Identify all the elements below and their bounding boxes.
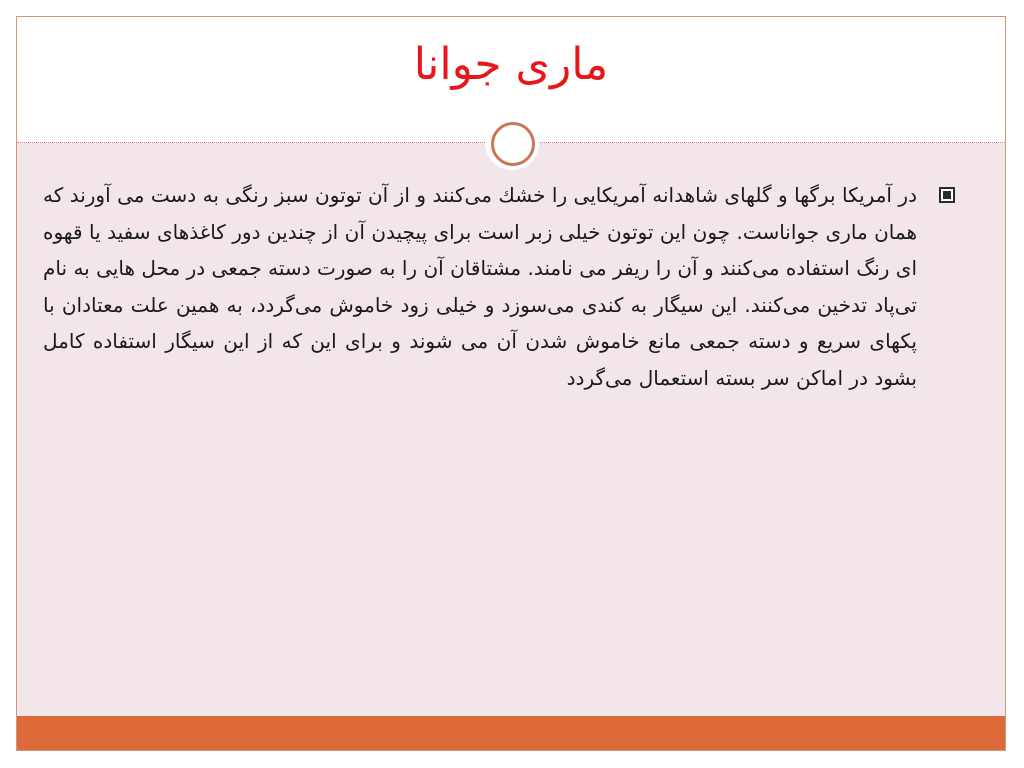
bullet-dot <box>943 191 951 199</box>
square-bullet-icon <box>939 187 955 203</box>
slide <box>16 16 1006 751</box>
footer-accent-bar <box>17 716 1005 750</box>
bullet-paragraph: در آمریکا برگها و گلهای شاهدانه آمریکایی را خشك می‌کنند و از آن توتون سبز رنگی به دست می آورند که همان ماری جواناست. چون این توتون خیلی زبر است برای پیچیدن آن از چندین دور کاغذهای سفید یا قهوه ای رنگ استفاده می‌کنند و آن را ریفر می نامند. مشتاقان آن را به صورت دسته جمعی در محل هایی به نام تی‌پاد تدخین می‌کنند. این سیگار به کندی می‌سوزد و خیلی زود خاموش می‌گردد، به همین علت معتادان با پکهای سریع و دسته جمعی مانع خاموش شدن آن می شوند و برای این که از این سیگار استفاده کامل بشود در اماکن سر بسته استعمال می‌گردد <box>43 183 917 390</box>
circle-ornament-icon <box>485 116 539 170</box>
ornament-ring <box>491 122 535 166</box>
slide-title: ماری جوانا <box>413 39 609 90</box>
